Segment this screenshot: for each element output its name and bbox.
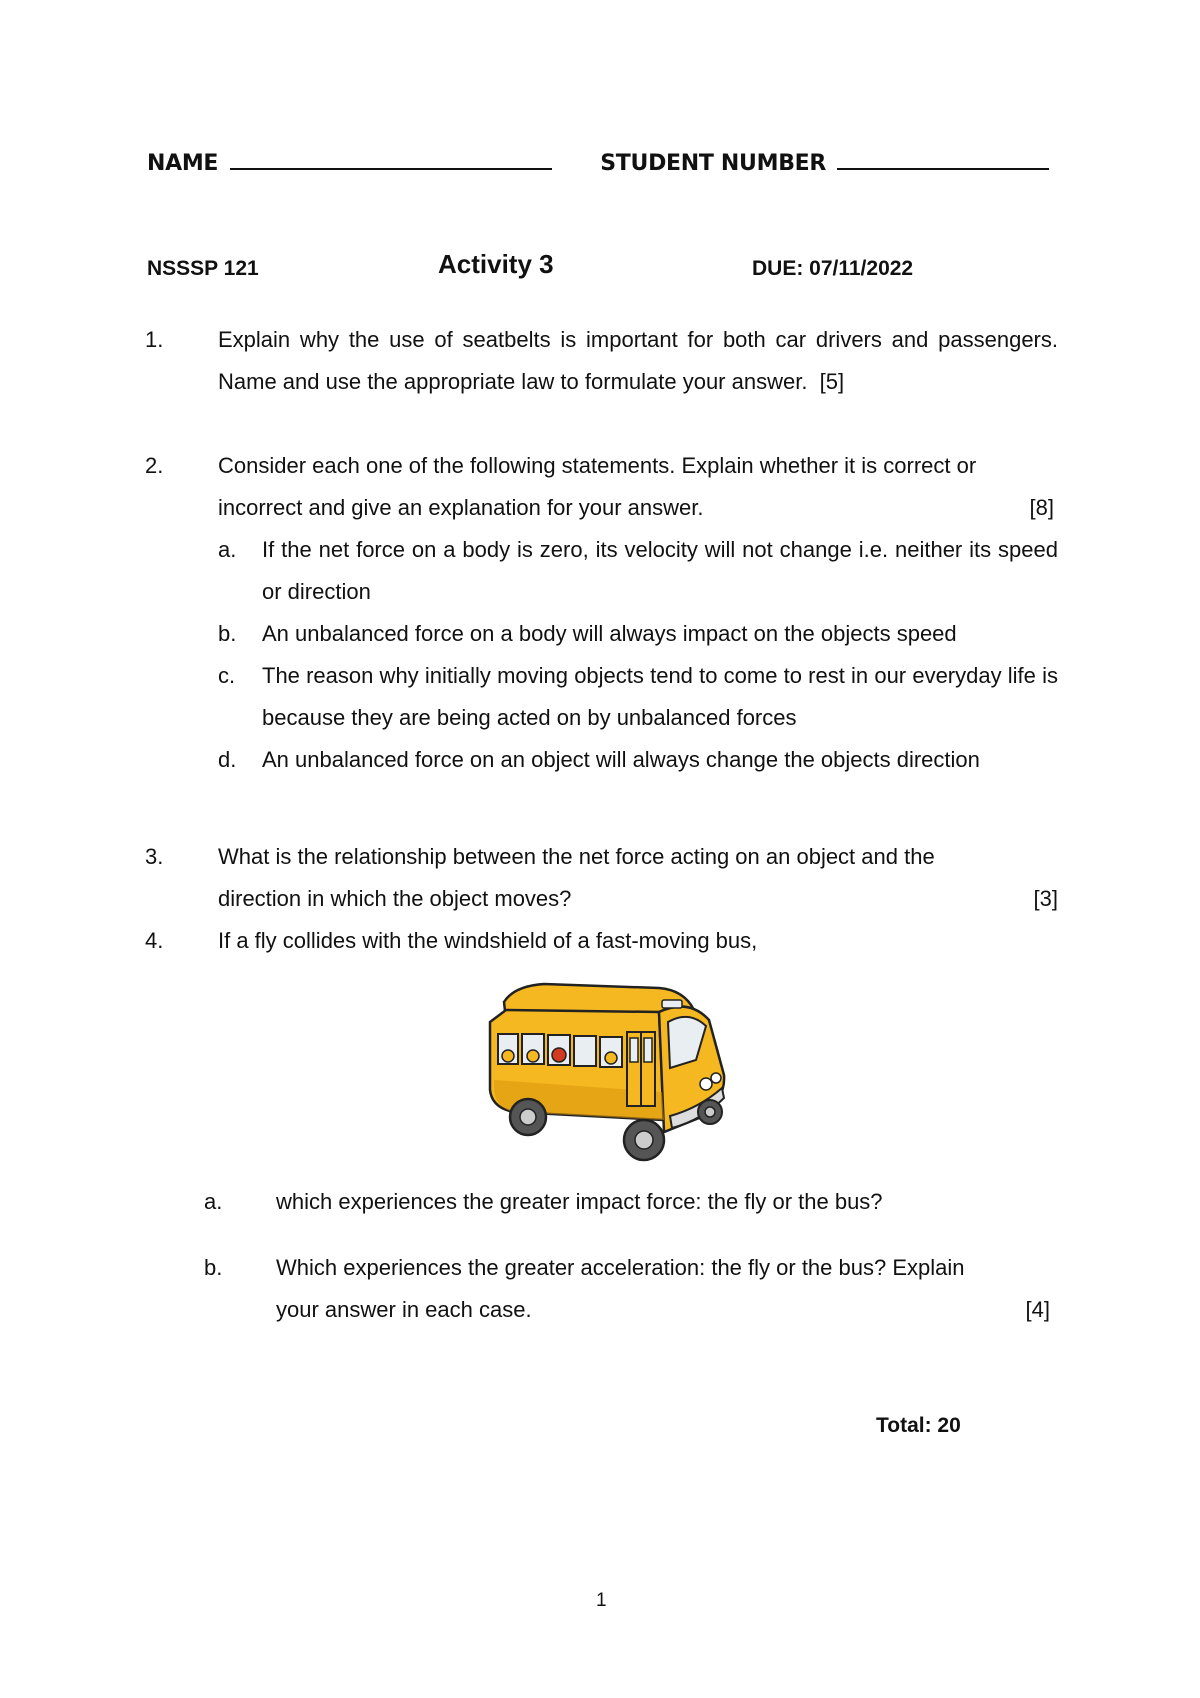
statement-text: If the net force on a body is zero, its velocity will not change i.e. neither its speed or direction [262,537,1058,604]
statement-text: An unbalanced force on an object will always change the objects direction [262,747,980,772]
question-mark: [5] [819,369,845,394]
question-number: 2. [145,453,164,478]
part-label: b. [204,1255,223,1280]
statement-label: b. [218,621,237,646]
part-text-line-1: Which experiences the greater acceleration: the fly or the bus? Explain [276,1255,965,1280]
question-text: Explain why the use of seatbelts is important for both car drivers and passengers. Name and use the appropriate law to formulate your answer. [218,327,1058,394]
question-2 [145,445,1060,775]
part-text-line-2: your answer in each case. [276,1297,532,1322]
question-4 [145,920,1060,962]
statement-c [218,655,1058,739]
question-3 [145,836,1060,920]
question-mark: [4] [1025,1297,1050,1322]
school-bus-illustration [484,980,729,1165]
statement-b [218,613,1058,655]
total-marks: Total: 20 [876,1414,961,1437]
question-text-line-2: incorrect and give an explanation for your answer. [218,495,704,520]
activity-title: Activity 3 [438,249,554,279]
name-student-number-line [147,148,1049,176]
student-number-label: STUDENT NUMBER [600,151,827,176]
question-1 [145,319,1060,409]
question-number: 4. [145,928,164,953]
page-number: 1 [596,1590,607,1611]
student-number-blank [837,148,1049,170]
part-label: a. [204,1189,223,1214]
question-text: If a fly collides with the windshield of a fast-moving bus, [218,928,758,953]
question-4-part-b [204,1247,1060,1331]
question-text-line-1: Consider each one of the following statements. Explain whether it is correct or [218,453,977,478]
question-number: 3. [145,844,164,869]
question-text-line-2: direction in which the object moves? [218,886,572,911]
statement-label: c. [218,663,236,688]
question-text-line-1: What is the relationship between the net force acting on an object and the [218,844,935,869]
question-mark: [3] [1033,886,1058,911]
statement-text: The reason why initially moving objects tend to come to rest in our everyday life is because they are being acted on by unbalanced forces [262,663,1058,730]
question-mark: [8] [1029,495,1054,520]
due-date: DUE: 07/11/2022 [752,257,914,280]
name-blank [230,148,552,170]
question-number: 1. [145,327,164,352]
part-text: which experiences the greater impact force: the fly or the bus? [276,1189,883,1214]
statement-a [218,529,1058,613]
course-code: NSSSP 121 [147,257,259,280]
statement-d [218,739,1058,781]
name-label: NAME [147,151,219,176]
statement-label: a. [218,537,237,562]
statement-text: An unbalanced force on a body will always impact on the objects speed [262,621,957,646]
question-4-part-a [204,1181,1060,1223]
statement-label: d. [218,747,237,772]
